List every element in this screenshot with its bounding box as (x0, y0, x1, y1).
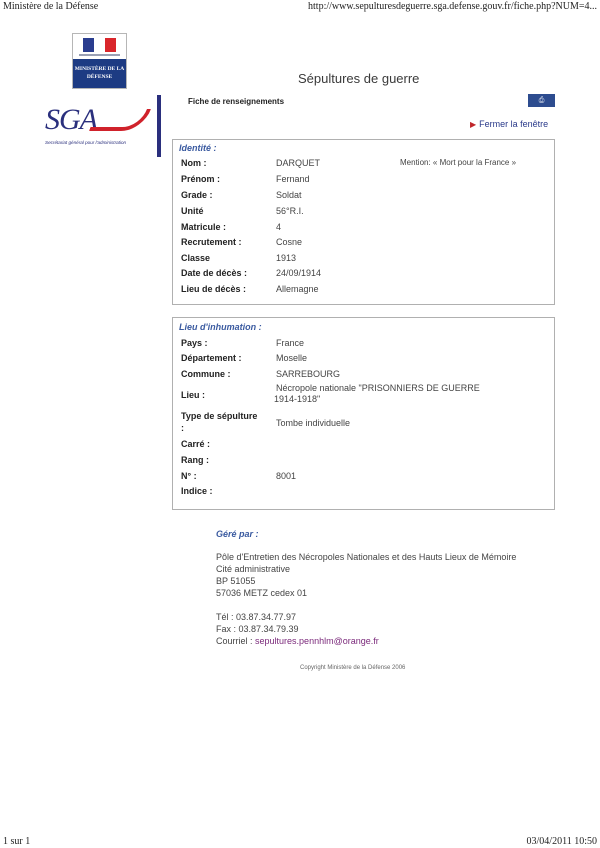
printer-icon[interactable]: ⎙ (528, 94, 555, 107)
fax: Fax : 03.87.34.79.39 (216, 624, 299, 634)
address-line: BP 51055 (216, 576, 256, 586)
row-label: Type de sépulture (181, 411, 258, 421)
row-value-cont: 1914-1918" (274, 394, 321, 404)
fiche-label: Fiche de renseignements (188, 97, 285, 106)
courriel (216, 636, 379, 646)
inhumation-section (172, 317, 555, 510)
ministry-name: MINISTÈRE DE LA DÉFENSE (73, 59, 126, 88)
courriel-label: Courriel : (216, 636, 253, 646)
ministry-logo (72, 33, 127, 89)
mention: Mention: « Mort pour la France » (400, 158, 517, 167)
sga-logo (35, 95, 161, 157)
row-label: Département : (181, 353, 242, 363)
tel: Tél : 03.87.34.77.97 (216, 612, 297, 622)
row-value: DARQUET (276, 158, 321, 168)
email-link[interactable]: sepultures.pennhlm@orange.fr (255, 636, 379, 646)
row-label: Classe (181, 253, 211, 263)
row-value: Allemagne (276, 284, 319, 294)
identite-section (172, 139, 555, 305)
row-value: SARREBOURG (276, 369, 341, 379)
address-line: 57036 METZ cedex 01 (216, 588, 308, 598)
row-value: Fernand (276, 174, 310, 184)
row-label-cont: : (181, 423, 184, 433)
row-value: Cosne (276, 237, 303, 247)
row-label: Nom : (181, 158, 207, 168)
close-window-label: Fermer la fenêtre (479, 119, 549, 129)
inhumation-title: Lieu d'inhumation : (179, 322, 262, 332)
close-window-link[interactable] (470, 119, 548, 129)
row-value: Tombe individuelle (276, 418, 351, 428)
row-value: 1913 (276, 253, 297, 263)
row-label: Lieu : (181, 390, 205, 400)
row-label: Pays : (181, 338, 208, 348)
row-value: 8001 (276, 471, 297, 481)
row-value: 4 (276, 222, 282, 232)
row-label: Indice : (181, 486, 213, 496)
row-label: N° : (181, 471, 197, 481)
print-header-left: Ministère de la Défense (3, 1, 99, 12)
arrow-right-icon: ▶ (470, 120, 477, 129)
row-label: Date de décès : (181, 268, 248, 278)
row-label: Prénom : (181, 174, 221, 184)
print-footer-page: 1 sur 1 (3, 836, 31, 847)
row-value: Moselle (276, 353, 308, 363)
address-line: Pôle d'Entretien des Nécropoles Nationales et des Hauts Lieux de Mémoire (216, 552, 517, 562)
identite-title: Identité : (179, 143, 217, 153)
row-value: Nécropole nationale "PRISONNIERS DE GUERRE (276, 383, 480, 393)
row-label: Matricule : (181, 222, 227, 232)
print-footer-datetime: 03/04/2011 10:50 (526, 836, 597, 847)
gere-par-title: Géré par : (216, 529, 259, 539)
print-header-url: http://www.sepulturesdeguerre.sga.defense.gouv.fr/fiche.php?NUM=4... (308, 1, 597, 12)
row-label: Grade : (181, 190, 213, 200)
row-value: 24/09/1914 (276, 268, 322, 278)
row-value: 56°R.I. (276, 206, 304, 216)
copyright: Copyright Ministère de la Défense 2006 (300, 665, 406, 671)
row-label: Unité (181, 206, 204, 216)
address-line: Cité administrative (216, 564, 291, 574)
row-label: Carré : (181, 439, 211, 449)
row-label: Lieu de décès : (181, 284, 247, 294)
row-value: France (276, 338, 305, 348)
page-title: Sépultures de guerre (298, 71, 420, 86)
sga-subtitle: Secrétariat général pour l'administration (45, 140, 127, 145)
row-label: Rang : (181, 455, 209, 465)
french-flag-icon (83, 38, 116, 52)
row-label: Commune : (181, 369, 231, 379)
row-label: Recrutement : (181, 237, 242, 247)
sga-logo-text: SGA (45, 103, 97, 136)
row-value: Soldat (276, 190, 302, 200)
